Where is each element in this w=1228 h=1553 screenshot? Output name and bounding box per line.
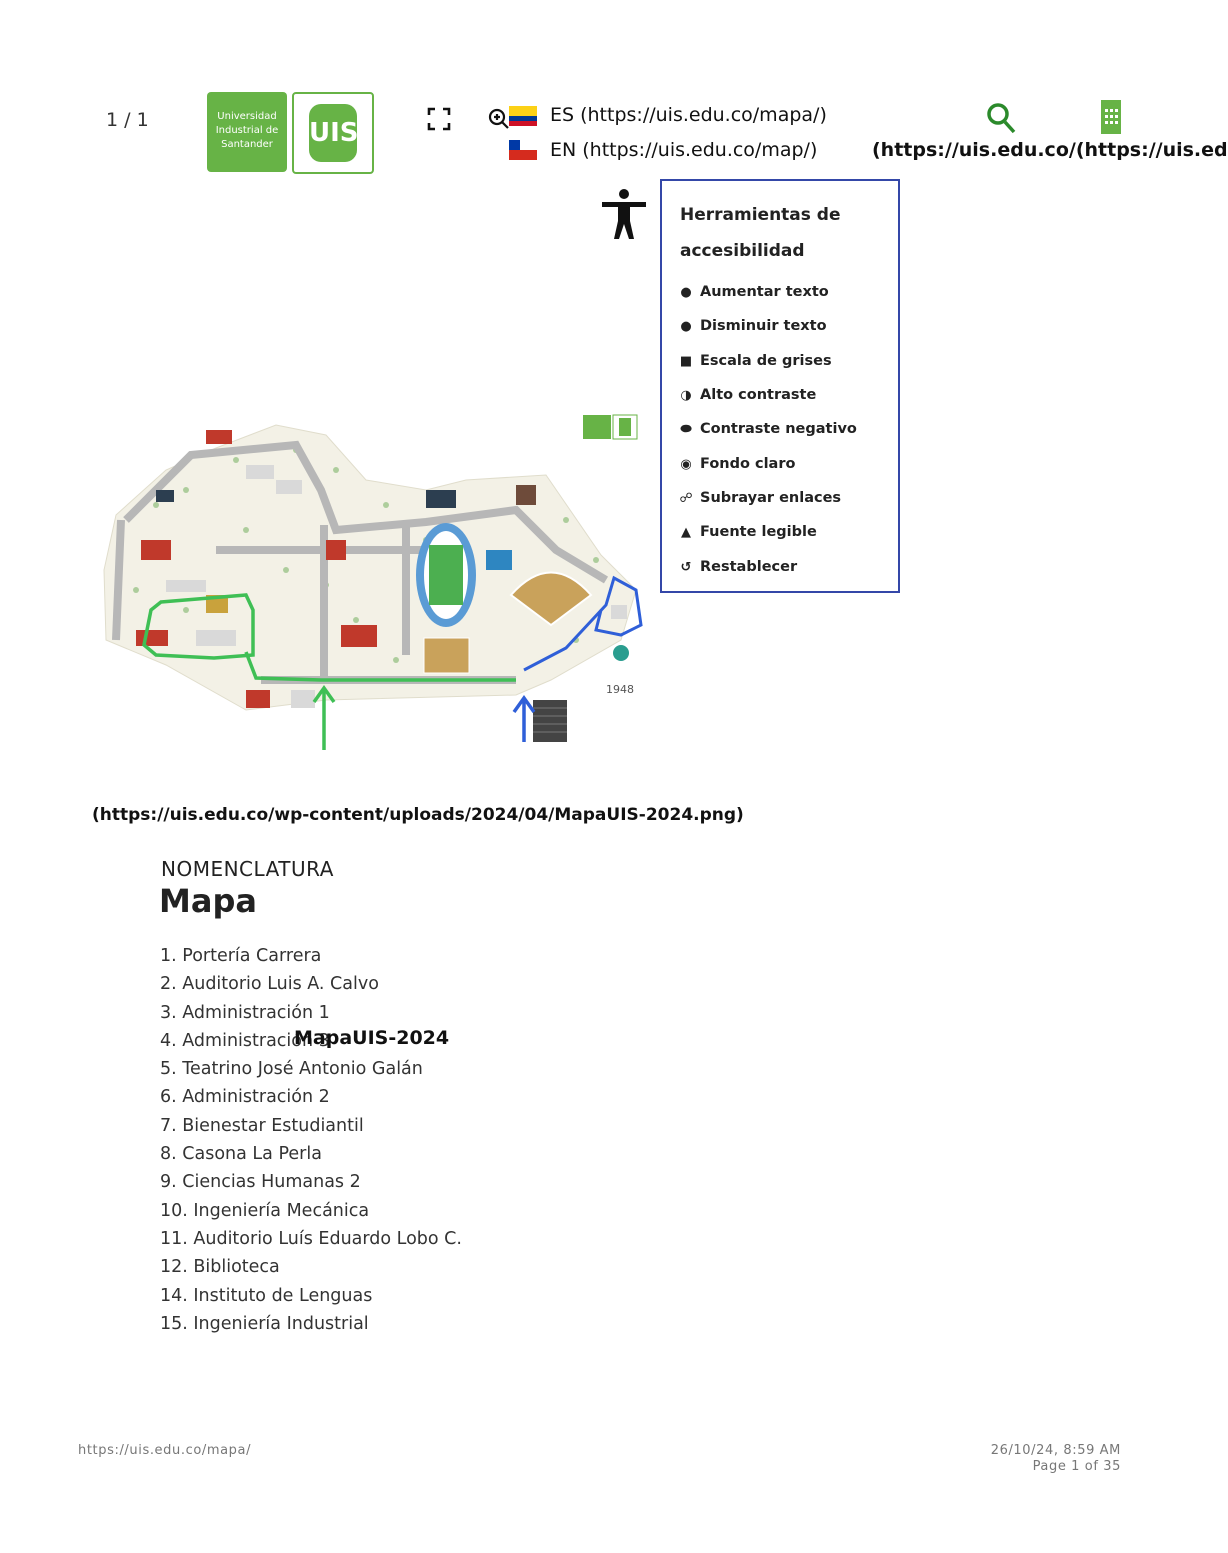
map-caption: MapaUIS-2024 [294,1027,450,1049]
font-icon: ▲ [681,525,691,540]
chile-flag-icon [509,140,537,160]
list-item: 3. Administración 1 [160,1002,330,1023]
uis-logo-mark[interactable] [292,92,374,174]
acc-readable-font[interactable]: ▲ Fuente legible [678,524,817,540]
acc-underline-links[interactable]: ☍ Subrayar enlaces [679,490,842,506]
acc-decrease-text[interactable]: ● Disminuir texto [678,318,827,334]
zoom-in-icon[interactable] [487,107,511,135]
logo-text: Universidad Industrial de Santander [215,111,279,150]
list-item: 12. Biblioteca [160,1257,280,1278]
list-item: 10. Ingeniería Mecánica [160,1200,370,1221]
accessibility-title: Herramientas de accesibilidad [680,205,841,261]
colombia-flag-icon [509,106,537,126]
logo-mark: UIS [309,104,357,162]
list-item: 9. Ciencias Humanas 2 [160,1172,361,1193]
nomenclature-list [160,944,462,1340]
lang-es-link[interactable]: ES (https://uis.edu.co/mapa/) [550,104,827,126]
acc-negative-contrast[interactable]: ⬬ Contraste negativo [678,421,857,437]
section-label: NOMENCLATURA [161,857,334,881]
lang-en-link[interactable]: EN (https://uis.edu.co/map/) [550,139,818,161]
reset-icon: ↺ [680,560,692,575]
footer-page: Page 1 of 35 [1032,1459,1121,1474]
campus-map-image[interactable] [96,410,646,755]
acc-increase-text[interactable]: ● Aumentar texto [678,284,829,300]
list-item: 5. Teatrino José Antonio Galán [160,1059,423,1080]
acc-reset[interactable]: ↺ Restablecer [678,559,797,575]
list-item: 7. Bienestar Estudiantil [160,1115,364,1136]
footer-meta [991,1443,1121,1475]
zoom-out-icon: ● [680,319,692,334]
list-item: 15. Ingeniería Industrial [160,1313,369,1334]
fullscreen-icon[interactable] [427,107,451,136]
eye-icon: ⬬ [680,422,692,437]
list-item: 2. Auditorio Luis A. Calvo [160,974,379,995]
bulb-icon: ◉ [680,457,692,472]
grayscale-icon: ■ [679,354,693,369]
link-icon: ☍ [679,491,693,506]
acc-high-contrast[interactable]: ◑ Alto contraste [678,387,816,403]
page-heading: Mapa [159,882,257,920]
acc-grayscale[interactable]: ■ Escala de grises [679,353,832,369]
header-url-fragment[interactable]: (https://uis.edu.co/(https://uis.ed [872,139,1228,161]
accessibility-person-icon[interactable] [600,188,648,240]
accessibility-panel [660,179,900,593]
map-founded-year: 1948 [606,683,634,696]
footer-url: https://uis.edu.co/mapa/ [78,1443,252,1458]
grid-icon[interactable] [1101,100,1121,134]
list-item: 14. Instituto de Lenguas [160,1285,373,1306]
acc-light-background[interactable]: ◉ Fondo claro [678,456,795,472]
list-item: 8. Casona La Perla [160,1144,322,1165]
search-icon[interactable] [986,102,1018,136]
zoom-in-icon: ● [680,285,692,300]
page-counter: 1 / 1 [106,109,149,131]
footer-date: 26/10/24, 8:59 AM [990,1443,1121,1458]
list-item: 4. Administración 3 [160,1030,330,1051]
contrast-icon: ◑ [680,388,692,403]
map-image-url-link[interactable]: (https://uis.edu.co/wp-content/uploads/2024/04/MapaUIS-2024.png) [92,805,744,825]
uis-logo-text[interactable] [207,92,287,172]
list-item: 6. Administración 2 [160,1087,330,1108]
list-item: 1. Portería Carrera [160,946,322,966]
list-item: 11. Auditorio Luís Eduardo Lobo C. [160,1228,462,1249]
